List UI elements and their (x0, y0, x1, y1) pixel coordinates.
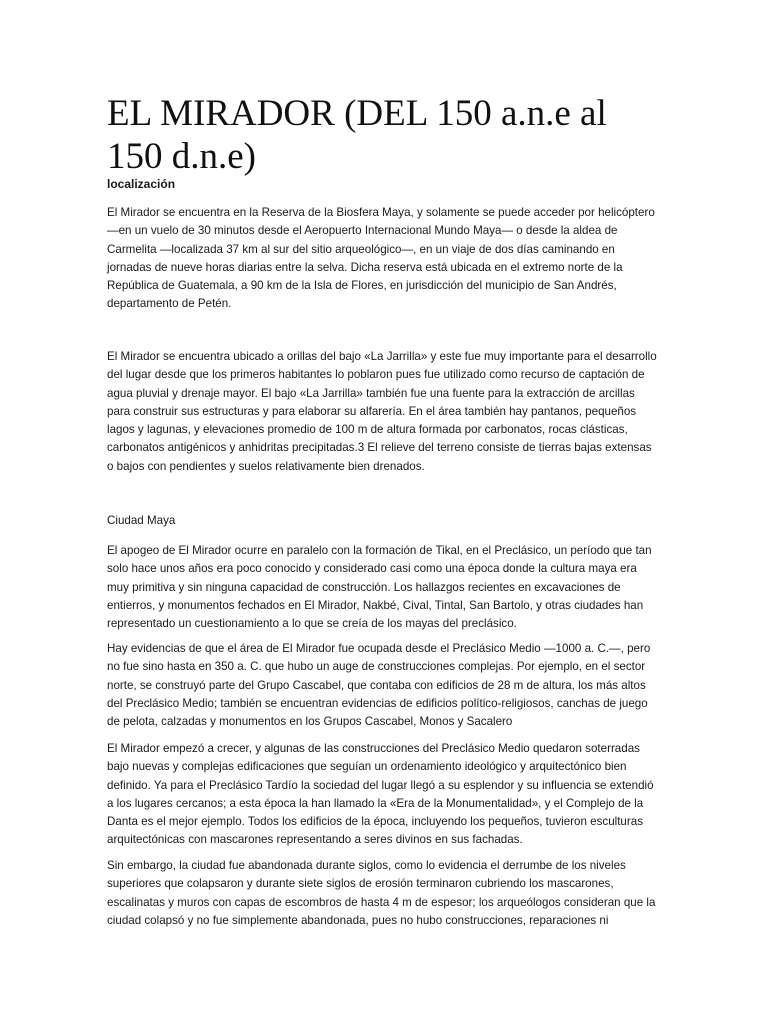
paragraph-crecimiento: El Mirador empezó a crecer, y algunas de las construcciones del Preclásico Medio quedaron soterradas bajo nuevas y complejas edificaciones que seguían un ordenamiento ideológico y arquitectónico bien definido. Ya para el Preclásico Tardío la sociedad del lugar llegó a su esplendor y su influencia se extendió a los lugares cercanos; a esta época la han llamado la «Era de la Monumentalidad», y el Complejo de la Danta es el mejor ejemplo. Todos los edificios de la época, incluyendo los pequeños, tuvieron esculturas arquitectónicas con mascarones representando a seres divinos en sus fachadas. (107, 742, 654, 847)
document-title: EL MIRADOR (DEL 150 a.n.e al 150 d.n.e) (107, 93, 607, 177)
section-heading-ciudad-maya: Ciudad Maya (107, 514, 176, 527)
paragraph-location-access: El Mirador se encuentra en la Reserva de la Biosfera Maya, y solamente se puede acceder por helicóptero —en un vuelo de 30 minutos desde el Aeropuerto Internacional Mundo Maya— o desde la aldea de Carmelita —localizada 37 km al sur del sitio arqueológico—, en un viaje de dos días caminando en jornadas de nueve horas diarias entre la selva. Dicha reserva está ubicada en el extremo norte de la República de Guatemala, a 90 km de la Isla de Flores, en jurisdicción del municipio de San Andrés, departamento de Petén. (107, 206, 655, 311)
paragraph-location-geography: El Mirador se encuentra ubicado a orillas del bajo «La Jarrilla» y este fue muy importante para el desarrollo del lugar desde que los primeros habitantes lo poblaron pues fue utilizado como recurso de captación de agua pluvial y drenaje mayor. El bajo «La Jarrilla» también fue una fuente para la extracción de arcillas para construir sus estructuras y para elaborar su alfarería. En el área también hay pantanos, pequeños lagos y lagunas, y elevaciones promedio de 100 m de altura formada por carbonatos, rocas clásticas, carbonatos antigénicos y anhidritas precipitadas.3 El relieve del terreno consiste de tierras bajas extensas o bajos con pendientes y suelos relativamente bien drenados. (107, 350, 657, 473)
paragraph-apogeo: El apogeo de El Mirador ocurre en paralelo con la formación de Tikal, en el Preclásico, un período que tan solo hace unos años era poco conocido y considerado casi como una época donde la cultura maya era muy primitiva y sin ninguna capacidad de construcción. Los hallazgos recientes en excavaciones de entierros, y monumentos fechados en El Mirador, Nakbé, Cival, Tintal, San Bartolo, y otras ciudades han representado un cuestionamiento a lo que se creía de los mayas del preclásico. (107, 544, 652, 631)
section-heading-localizacion: localización (107, 177, 176, 191)
paragraph-abandono: Sin embargo, la ciudad fue abandonada durante siglos, como lo evidencia el derrumbe de los niveles superiores que colapsaron y durante siete siglos de erosión terminaron cubriendo los mascarones, escalinatas y muros con capas de escombros de hasta 4 m de espesor; los arqueólogos consideran que la ciudad colapsó y no fue simplemente abandonada, pues no hubo construcciones, reparaciones ni (107, 859, 656, 927)
paragraph-evidencias: Hay evidencias de que el área de El Mirador fue ocupada desde el Preclásico Medio —1000 a. C.—, pero no fue sino hasta en 350 a. C. que hubo un auge de construcciones complejas. Por ejemplo, en el sector norte, se construyó parte del Grupo Cascabel, que contaba con edificios de 28 m de altura, los más altos del Preclásico Medio; también se encuentran evidencias de edificios político-religiosos, canchas de juego de pelota, calzadas y monumentos en los Grupos Cascabel, Monos y Sacalero (107, 642, 651, 729)
